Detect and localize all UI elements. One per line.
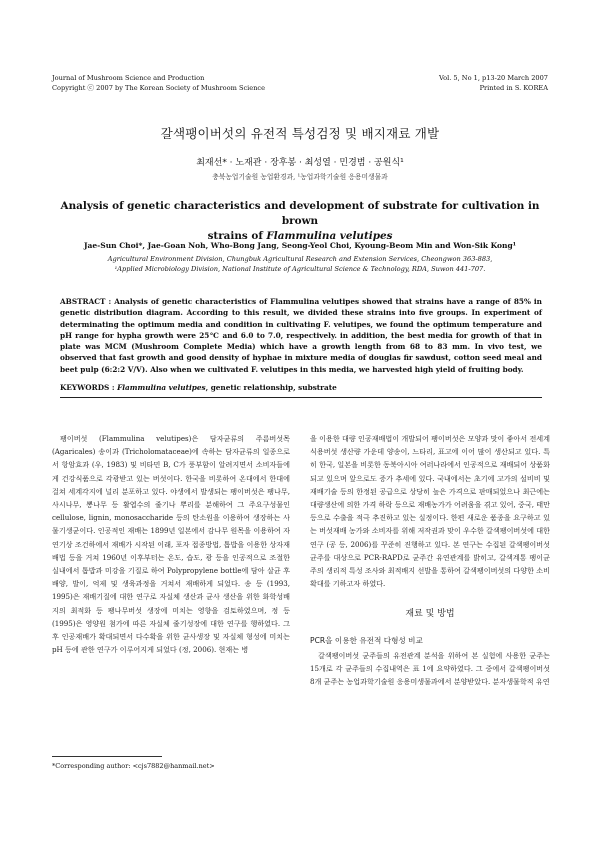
copyright-line: Copyright ⓒ 2007 by The Korean Society of Mushroom Science xyxy=(52,84,266,92)
abstract-label: ABSTRACT : xyxy=(60,297,112,306)
body-column-left xyxy=(52,432,290,656)
printed-info: Printed in S. KOREA xyxy=(479,84,548,92)
methods-paragraph: 갈색팽이버섯 균주들의 유전관계 분석을 위하여 본 실험에 사용한 균주는 15개로 각 균주들의 수집내역은 표 1에 요약하였다. 그 중에서 갈색팽이버섯 8개 균주는 농업과학기술원 응용미생물과에서 분양받았다. 분자생물학적 유연 xyxy=(310,650,550,687)
keywords xyxy=(60,383,542,398)
keywords-rest: , genetic relationship, substrate xyxy=(205,383,337,392)
keywords-species: Flammulina velutipes xyxy=(117,383,206,392)
intro-paragraph-left: 팽이버섯 (Flammulina velutipes)은 담자균류의 주름버섯목 (Agaricales) 송이과 (Tricholomataceae)에 속하는 담자균류의 일종으로서 항암효과 (우, 1983) 및 비타민 B, C가 풍부함이 알려지면서 소비자들에게 건강식품으로 각광받고 있는 버섯이다. 한국을 비롯하여 온대에서 한대에 걸쳐 세계각지에 널리 분포하고 있다. 야생에서 발생되는 팽이버섯은 팽나무, 사시나무, 뽕나무 등 활엽수의 줄기나 뿌리를 분해하여 그 주요구성물인 cellulose, lignin, monosaccharide 등의 탄소원을 이용하여 생장하는 사물기생균이다. 인공적인 재배는 1899년 일본에서 감나무 원목을 이용하여 자연기상 조건하에서 재배가 시작된 이래, 포자 접종방법, 톱밥을 이용한 상자재배법 등을 거쳐 1960년 이후부터는 온도, 습도, 광 등을 인공적으로 조절한 실내에서 톱밥과 미강을 기질로 하여 Polypropylene bottle에 담아 살균 후 배양, 발이, 억제 및 생육과정을 거쳐서 재배하게 되었다. 송 등 (1993, 1995)은 재배기질에 대한 연구로 자실체 생산과 균사 생산을 위한 화학성배지의 최적화 등 팽나무버섯 생장에 미치는 영향을 검토하였으며, 정 등 (1995)은 영양원 첨가에 따른 자실체 줄기성장에 대한 연구를 행하였다. 그 후 인공재배가 확대되면서 다수확을 위한 균사생장 및 자실체 형성에 미치는 pH 등에 관한 연구가 이루어지게 되었다 (정, 2006). 현재는 병 xyxy=(52,434,290,655)
journal-name: Journal of Mushroom Science and Production xyxy=(52,74,205,82)
subsection-heading-pcr: PCR을 이용한 유전적 다형성 비교 xyxy=(310,635,423,645)
footnote-divider xyxy=(52,756,162,757)
english-title-line1: Analysis of genetic characteristics and development of substrate for cultivation in brown xyxy=(60,200,540,227)
english-title-species: Flammulina velutipes xyxy=(266,230,393,242)
english-title xyxy=(60,199,540,244)
english-authors: Jae-Sun Choi*, Jae-Goan Noh, Who-Bong Jang, Seong-Yeol Choi, Kyoung-Beom Min and Won-Sik Kong¹ xyxy=(83,241,516,250)
abstract xyxy=(60,296,542,375)
section-heading-methods: 재료 및 방법 xyxy=(405,609,455,620)
english-affiliation xyxy=(60,254,540,274)
keywords-label: KEYWORDS : xyxy=(60,383,115,392)
journal-header-right xyxy=(439,73,548,93)
affiliation-line1: Agricultural Environment Division, Chungbuk Agricultural Research and Extension Services, Cheongwon 363-883, xyxy=(107,255,493,263)
korean-affiliation: 충북농업기술원 농업환경과, ¹농업과학기술원 응용미생물과 xyxy=(212,173,388,181)
affiliation-line2: ¹Applied Microbiology Division, National Institute of Agricultural Science & Technology, RDA, Suwon 441-707. xyxy=(114,265,486,273)
korean-authors: 최재선* · 노재관 · 장후봉 · 최성열 · 민경범 · 공원식¹ xyxy=(196,158,404,168)
korean-title: 갈색팽이버섯의 유전적 특성검정 및 배지재료 개발 xyxy=(160,126,440,141)
english-title-line2-prefix: strains of xyxy=(207,230,267,242)
volume-info: Vol. 5, No 1, p13-20 March 2007 xyxy=(438,74,548,82)
body-column-right xyxy=(310,432,550,688)
journal-header-left xyxy=(52,73,265,93)
intro-paragraph-right: 을 이용한 대량 인공재배법이 개발되어 팽이버섯은 모양과 맛이 좋아서 전세계 식용버섯 생산량 가운데 양송이, 느타리, 표고에 이어 많이 생산되고 있다. 특히 한국, 일본을 비롯한 동북아시아 여러나라에서 인공적으로 재배되어 상품화되고 있으며 앞으로도 증가 추세에 있다. 국내에서는 초기에 고가의 설비비 및 재배기술 등의 한정된 공급으로 상당히 높은 가격으로 판매되었으나 최근에는 대량생산에 의한 가격 하락 등으로 재배농가가 어려움을 겪고 있어, 중국, 태만 등으로 수출을 적극 추진하고 있는 실정이다. 한편 새로운 품종을 요구하고 있는 버섯재배 농가와 소비자를 위해 저작권과 맞이 우수한 갈색팽이버섯에 대한 연구 (공 등, 2006)를 꾸준히 진행하고 있다. 본 연구는 수집된 갈색팽이버섯 균주를 대상으로 PCR-RAPD로 균주간 유연관계를 밝히고, 갈색계통 팽이균주의 생리적 특성 조사와 최적배지 선발을 통하여 갈색팽이버섯의 다양한 소비 확대를 기하고자 하였다. xyxy=(310,434,550,589)
corresponding-author-footnote: *Corresponding author: <cjs7882@hanmail.net> xyxy=(52,762,215,770)
abstract-text: Analysis of genetic characteristics of Flammulina velutipes showed that strains have a range of 85% in genetic distribution diagram. According to this result, we divided these strains into five groups. In experiment of determinating the optimum media and condition in cultivating F. velutipes, we found the optimum temperature and pH range for hypha growth were 25℃ and 6.0 to 7.0, respectively. in addition, the best media for growth of that in plate was MCM (Mushroom Complete Media) which have a growth length from 68 to 83 mm. In vivo test, we observed that fast growth and good density of hyphae in mixture media of douglas fir sawdust, cotton seed meal and beet pulp (6:2:2 V/V). Also when we cultivated F. velutipes in this media, we harvested high yield of fruiting body. xyxy=(60,297,542,374)
